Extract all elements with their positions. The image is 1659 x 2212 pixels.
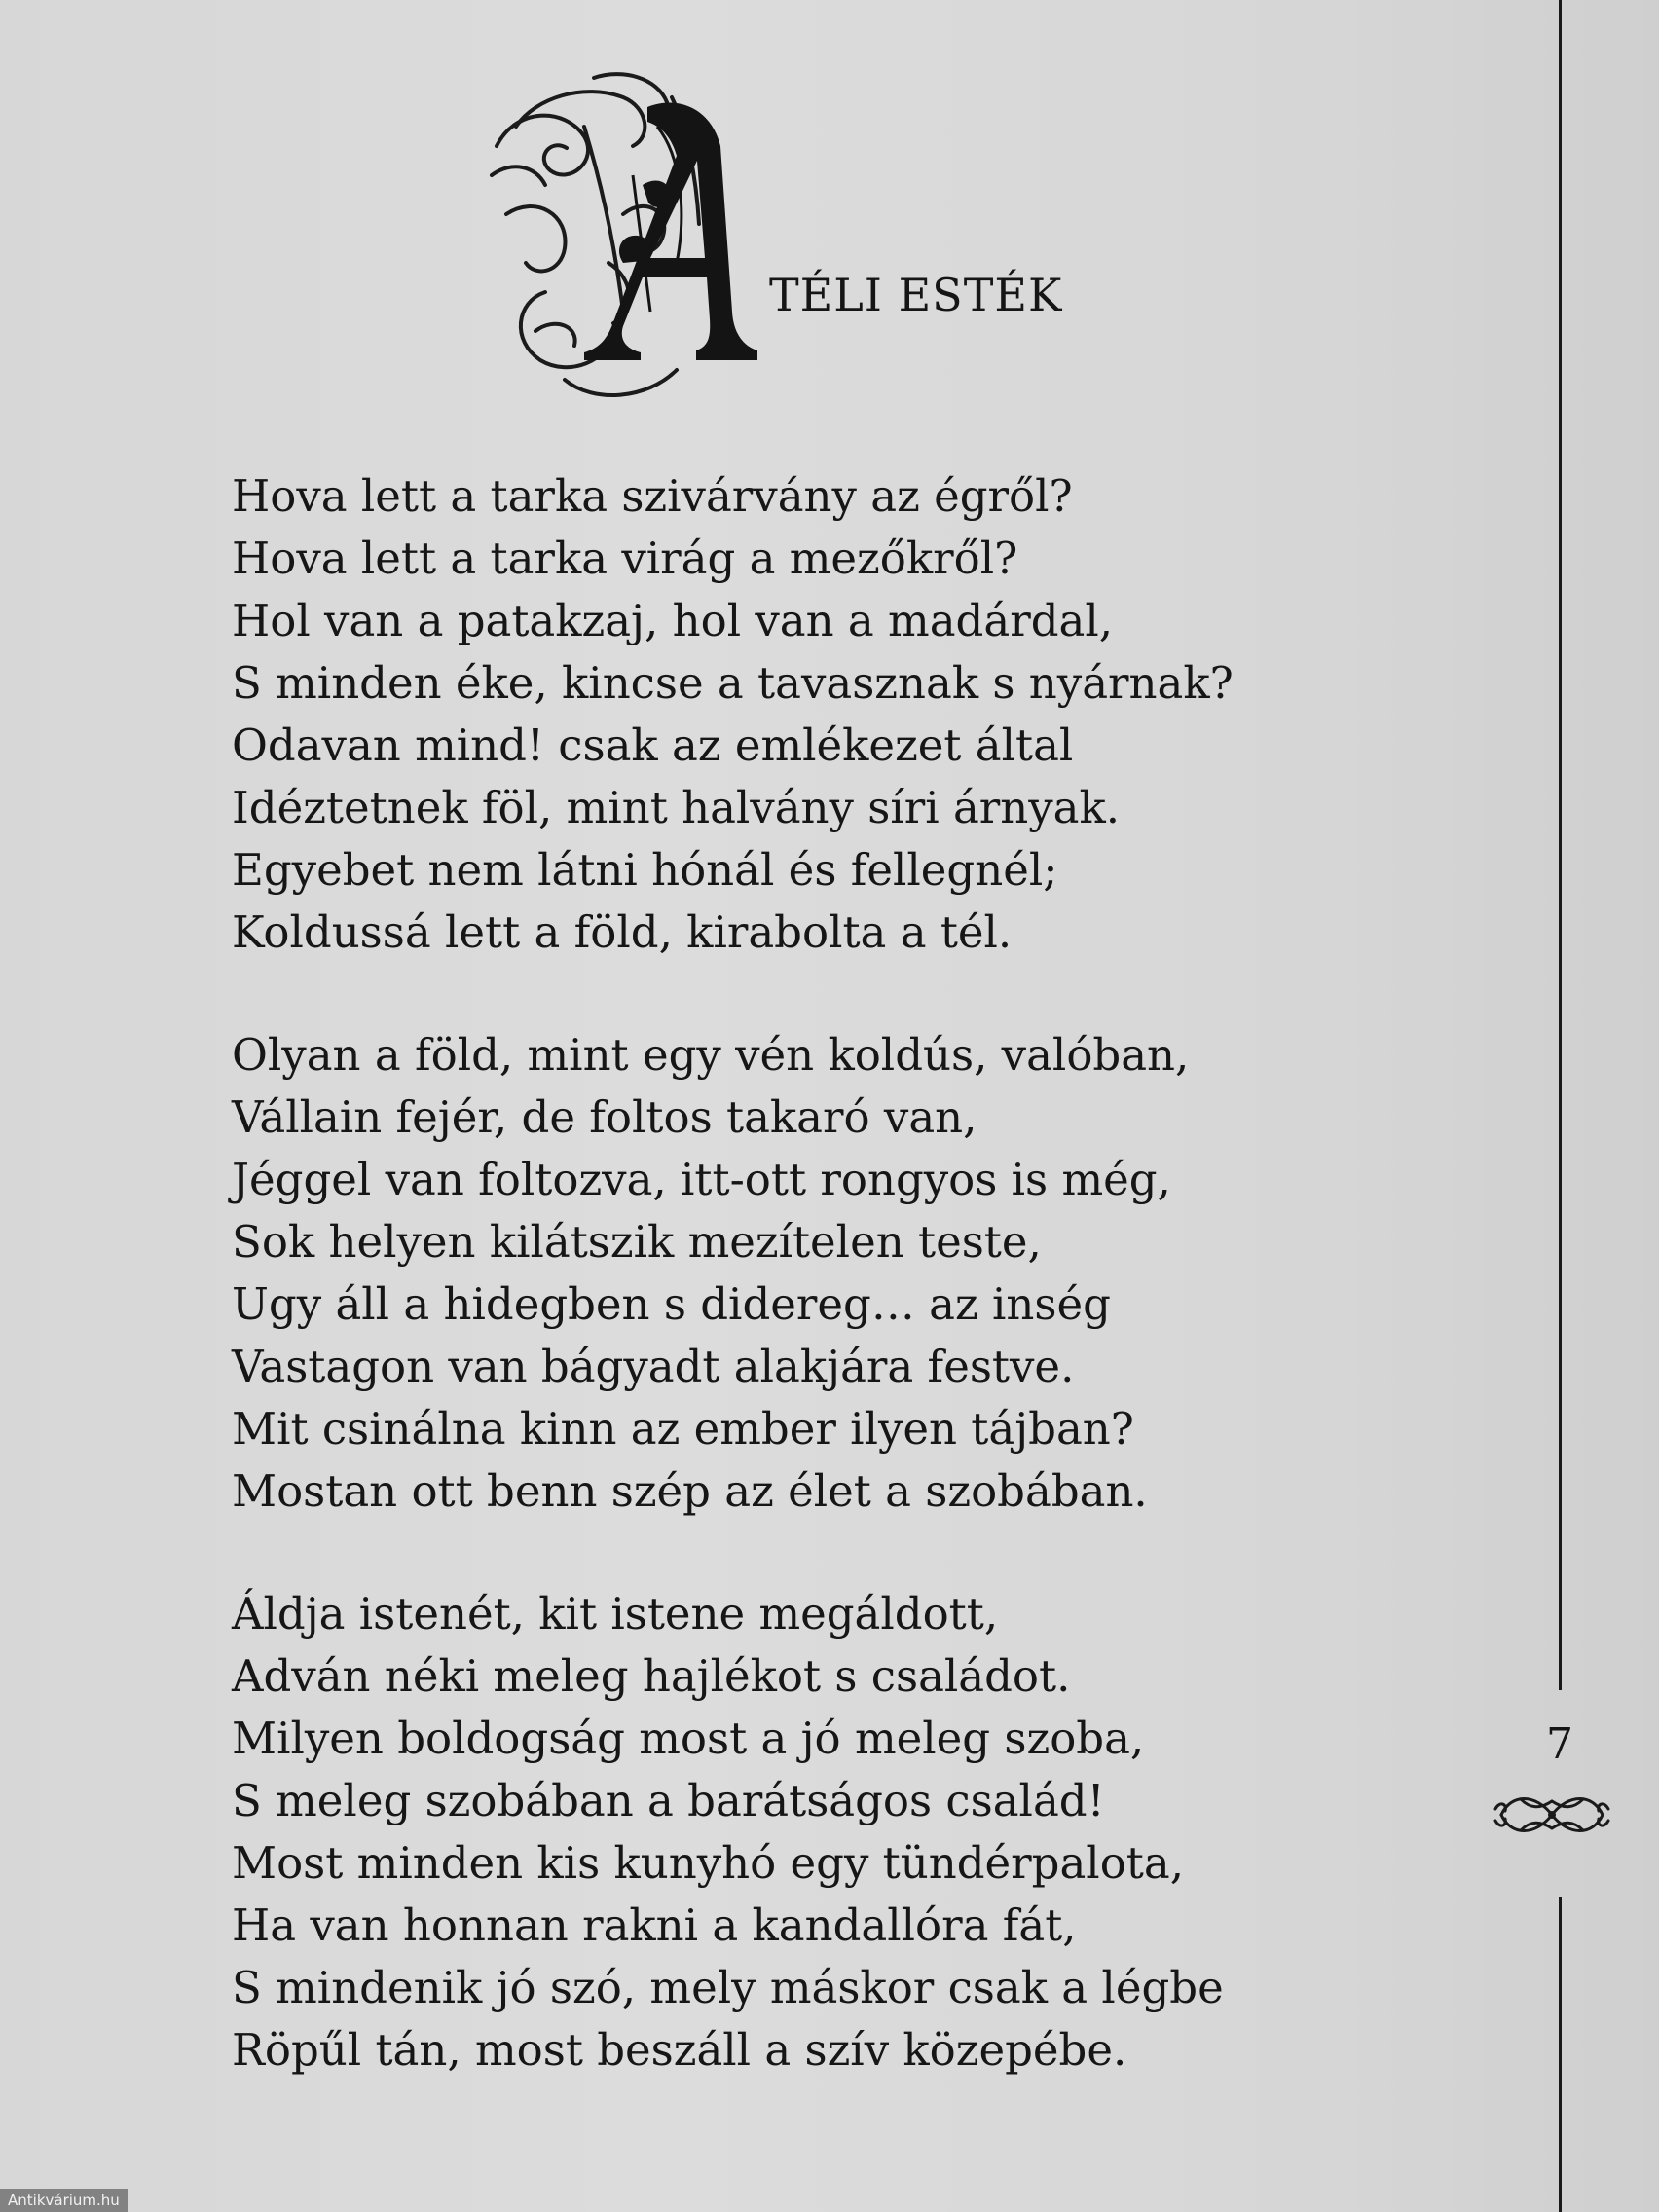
stanza-2 [232,1024,1312,1523]
poem-line: Most minden kis kunyhó egy tündérpalota, [232,1837,1185,1889]
poem-line: Mit csinálna kinn az ember ilyen tájban? [232,1403,1134,1455]
poem-line: S mindenik jó szó, mely máskor csak a légbe [232,1962,1224,2013]
poem-line: Mostan ott benn szép az élet a szobában. [232,1465,1148,1517]
poem-line: S meleg szobában a barátságos család! [232,1775,1105,1826]
poem-line: Hova lett a tarka virág a mezőkről? [232,533,1018,584]
poem-line: Röpűl tán, most beszáll a szív közepébe. [232,2024,1127,2076]
poem-body [232,465,1312,2142]
poem-line: Vastagon van bágyadt alakjára festve. [232,1341,1075,1392]
watermark-label: Antikvárium.hu [0,2189,128,2212]
poem-line: Idéztetnek föl, mint halvány síri árnyak. [232,782,1121,833]
poem-line: Áldja istenét, kit istene megáldott, [232,1588,999,1640]
stanza-1 [232,465,1312,964]
margin-rule-top [1559,0,1562,1690]
poem-title-text: TÉLI ESTÉK [769,269,1063,321]
stanza-3 [232,1583,1312,2082]
poem-title [477,68,1081,409]
poem-line: Egyebet nem látni hónál és fellegnél; [232,844,1058,896]
poem-line: Koldussá lett a föld, kirabolta a tél. [232,906,1013,958]
poem-line: Adván néki meleg hajlékot s családot. [232,1650,1071,1702]
decorative-initial-a-icon [477,68,759,409]
poem-line: Vállain fejér, de foltos takaró van, [232,1091,977,1143]
poem-line: Milyen boldogság most a jó meleg szoba, [232,1713,1145,1764]
margin-rule-bottom [1559,1897,1562,2212]
poem-line: Ugy áll a hidegben s didereg… az inség [232,1278,1111,1330]
flourish-ornament-icon [1492,1780,1612,1850]
poem-line: Jéggel van foltozva, itt-ott rongyos is még, [232,1154,1171,1205]
poem-line: Odavan mind! csak az emlékezet által [232,719,1074,771]
poem-line: Hol van a patakzaj, hol van a madárdal, [232,595,1114,646]
page-number: 7 [1546,1719,1573,1769]
poem-line: Hova lett a tarka szivárvány az égről? [232,470,1073,522]
poem-line: Olyan a föld, mint egy vén koldús, valóban, [232,1029,1190,1081]
poem-line: Sok helyen kilátszik mezítelen teste, [232,1216,1042,1268]
poem-line: S minden éke, kincse a tavasznak s nyárnak? [232,657,1234,709]
poem-line: Ha van honnan rakni a kandallóra fát, [232,1899,1077,1951]
